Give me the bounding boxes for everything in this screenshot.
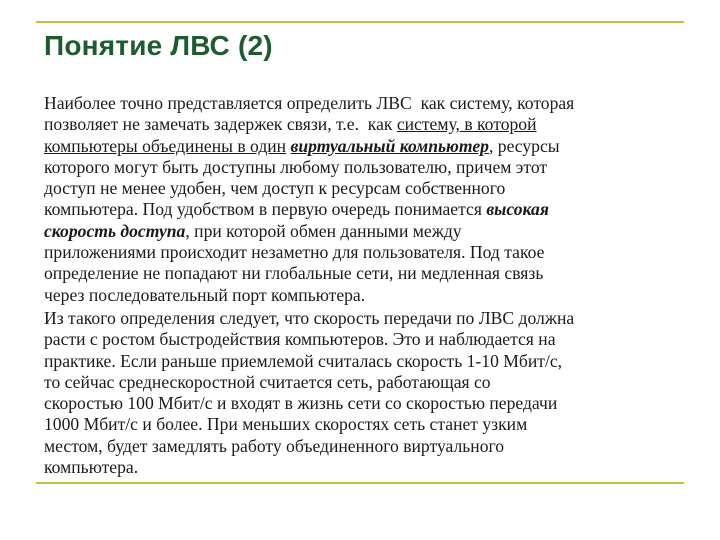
text-segment: расти с ростом быстродействия компьютеров. Это и наблюдается на — [44, 329, 556, 350]
text-segment: которого могут быть доступны любому пользователю, причем этот — [44, 156, 548, 177]
bottom-divider — [36, 482, 684, 484]
text-segment: систему, в которой — [396, 114, 537, 135]
text-segment: компьютера. Под удобством в первую очередь понимается — [44, 199, 487, 220]
text-line — [44, 220, 696, 242]
text-line — [44, 307, 696, 329]
text-line — [44, 350, 696, 372]
text-segment: , при которой обмен данными между — [185, 220, 462, 241]
text-segment: позволяет не замечать задержек связи, т.е. как — [44, 114, 397, 135]
text-line — [44, 135, 696, 157]
text-line — [44, 114, 696, 135]
text-line — [44, 242, 696, 263]
text-segment: то сейчас среднескоростной считается сеть, работающая со — [44, 371, 491, 392]
text-segment: , ресурсы — [488, 135, 560, 156]
paragraph — [44, 308, 696, 478]
text-line — [44, 156, 696, 178]
text-line — [44, 457, 696, 478]
text-segment: местом, будет замедлять работу объединенного виртуального — [44, 435, 505, 456]
paragraph — [44, 93, 696, 306]
text-segment: скорость доступа — [44, 220, 186, 241]
text-segment: через последовательный порт компьютера. — [44, 284, 366, 305]
text-segment: приложениями происходит незаметно для пользователя. Под такое — [44, 242, 545, 263]
text-line — [44, 414, 696, 435]
text-segment: Наиболее точно представляется определить ЛВС как систему, которая — [44, 93, 575, 113]
text-segment: виртуальный компьютер — [290, 135, 489, 156]
text-line — [44, 284, 696, 306]
text-line — [44, 93, 696, 114]
text-line — [44, 199, 696, 220]
text-segment: доступ не менее удобен, чем доступ к ресурсам собственного — [44, 178, 506, 199]
slide-title: Понятие ЛВС (2) — [44, 30, 273, 61]
text-segment: 1000 Мбит/с и более. При меньших скоростях сеть станет узким — [44, 414, 528, 435]
slide-body — [44, 93, 696, 480]
text-line — [44, 435, 696, 457]
text-line — [44, 393, 696, 414]
top-divider — [36, 21, 684, 23]
text-line — [44, 178, 696, 199]
text-line — [44, 371, 696, 393]
text-segment: скоростью 100 Мбит/с и входят в жизнь сети со скоростью передачи — [44, 393, 558, 414]
text-segment: Из такого определения следует, что скорость передачи по ЛВС должна — [44, 307, 575, 328]
text-segment: компьютеры объединены в один — [44, 135, 287, 156]
text-line — [44, 329, 696, 350]
text-segment: практике. Если раньше приемлемой считалась скорость 1-10 Мбит/с, — [44, 350, 563, 371]
text-segment: высокая — [486, 199, 549, 220]
text-segment: компьютера. — [44, 457, 139, 478]
text-segment: определение не попадают ни глобальные сети, ни медленная связь — [44, 263, 544, 284]
text-line — [44, 263, 696, 284]
